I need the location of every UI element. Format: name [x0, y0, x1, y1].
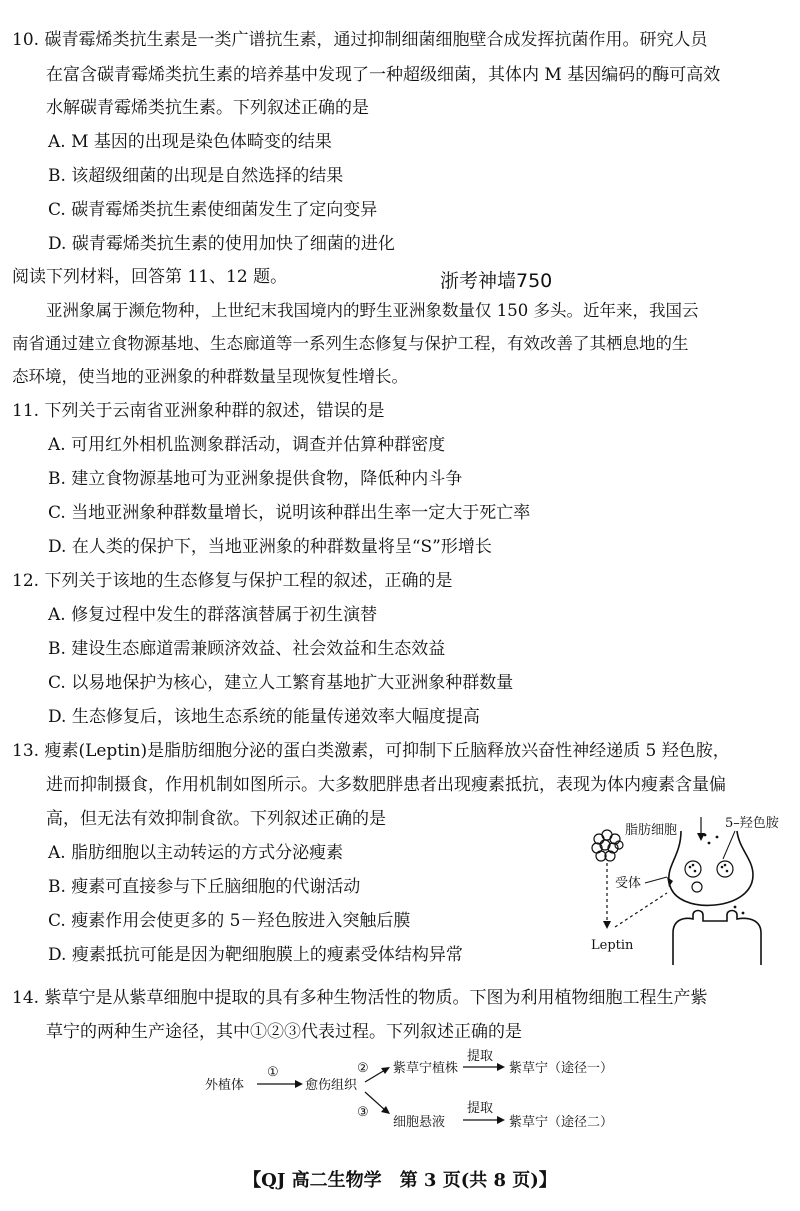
q10-stem-line3: 水解碳青霉烯类抗生素。下列叙述正确的是	[46, 98, 369, 118]
q11-option-c: C. 当地亚洲象种群数量增长，说明该种群出生率一定大于死亡率	[48, 503, 531, 523]
leptin-mechanism-figure	[585, 815, 790, 965]
watermark-text: 浙考神墙750	[440, 270, 553, 292]
q11-option-b: B. 建立食物源基地可为亚洲象提供食物，降低种内斗争	[48, 469, 463, 489]
q12-stem: 12. 下列关于该地的生态修复与保护工程的叙述，正确的是	[12, 571, 453, 591]
q14-stem-line2: 草宁的两种生产途径，其中①②③代表过程。下列叙述正确的是	[46, 1022, 522, 1042]
q13-option-a: A. 脂肪细胞以主动转运的方式分泌瘦素	[48, 843, 344, 863]
product-2-node: 紫草宁（途径二）	[509, 1115, 614, 1130]
q12-option-b: B. 建设生态廊道需兼顾济效益、社会效益和生态效益	[48, 639, 446, 659]
process-1-label: ①	[267, 1065, 279, 1080]
q12-option-d: D. 生态修复后，该地生态系统的能量传递效率大幅度提高	[48, 707, 480, 727]
q13-option-d: D. 瘦素抵抗可能是因为靶细胞膜上的瘦素受体结构异常	[48, 945, 463, 965]
q10-option-b: B. 该超级细菌的出现是自然选择的结果	[48, 166, 344, 186]
q10-stem-line1: 10. 碳青霉烯类抗生素是一类广谱抗生素，通过抑制细菌细胞壁合成发挥抗菌作用。研究人员	[12, 30, 708, 50]
suspension-node: 细胞悬液	[393, 1115, 446, 1130]
q13-stem-line2: 进而抑制摄食，作用机制如图所示。大多数肥胖患者出现瘦素抵抗，表现为体内瘦素含量偏	[46, 775, 726, 795]
q13-option-b: B. 瘦素可直接参与下丘脑细胞的代谢活动	[48, 877, 361, 897]
explant-node: 外植体	[205, 1078, 245, 1093]
reading-intro: 阅读下列材料，回答第 11、12 题。	[12, 267, 288, 287]
page-footer: 【QJ 高二生物学 第 3 页(共 8 页)】	[243, 1170, 557, 1191]
q11-stem: 11. 下列关于云南省亚洲象种群的叙述，错误的是	[12, 401, 385, 421]
q10-stem-line2: 在富含碳青霉烯类抗生素的培养基中发现了一种超级细菌，其体内 M 基因编码的酶可高效	[46, 65, 721, 85]
q13-stem-line1: 13. 瘦素(Leptin)是脂肪细胞分泌的蛋白类激素，可抑制下丘脑释放兴奋性神经递质 5 羟色胺，	[12, 741, 730, 761]
process-3-label: ③	[357, 1105, 369, 1120]
q12-option-a: A. 修复过程中发生的群落演替属于初生演替	[48, 605, 378, 625]
receptor-label: 受体	[615, 876, 642, 891]
shikonin-pathway-diagram	[205, 1049, 625, 1142]
extract-2-label: 提取	[467, 1101, 494, 1116]
leptin-label: Leptin	[591, 938, 634, 953]
process-2-label: ②	[357, 1061, 369, 1076]
material-line3: 态环境，使当地的亚洲象的种群数量呈现恢复性增长。	[12, 367, 408, 386]
q13-option-c: C. 瘦素作用会使更多的 5－羟色胺进入突触后膜	[48, 911, 411, 931]
q10-option-c: C. 碳青霉烯类抗生素使细菌发生了定向变异	[48, 200, 378, 220]
product-1-node: 紫草宁（途径一）	[509, 1061, 614, 1076]
q10-option-a: A. M 基因的出现是染色体畸变的结果	[48, 132, 332, 152]
q11-option-d: D. 在人类的保护下，当地亚洲象的种群数量将呈“S”形增长	[48, 537, 492, 557]
q13-stem-line3: 高，但无法有效抑制食欲。下列叙述正确的是	[46, 809, 386, 829]
plant-node: 紫草宁植株	[393, 1061, 459, 1076]
serotonin-label: 5–羟色胺	[725, 816, 779, 831]
callus-node: 愈伤组织	[305, 1078, 358, 1093]
extract-1-label: 提取	[467, 1049, 494, 1064]
q14-stem-line1: 14. 紫草宁是从紫草细胞中提取的具有多种生物活性的物质。下图为利用植物细胞工程生产紫	[12, 988, 708, 1008]
q11-option-a: A. 可用红外相机监测象群活动，调查并估算种群密度	[48, 435, 446, 455]
q12-option-c: C. 以易地保护为核心，建立人工繁育基地扩大亚洲象种群数量	[48, 673, 514, 693]
material-line1: 亚洲象属于濒危物种，上世纪末我国境内的野生亚洲象数量仅 150 多头。近年来，我国云	[46, 301, 699, 320]
fat-cell-cluster	[592, 830, 623, 861]
material-line2: 南省通过建立食物源基地、生态廊道等一系列生态修复与保护工程，有效改善了其栖息地的生	[12, 334, 689, 353]
fat-cell-label: 脂肪细胞	[625, 823, 678, 838]
q10-option-d: D. 碳青霉烯类抗生素的使用加快了细菌的进化	[48, 234, 395, 254]
